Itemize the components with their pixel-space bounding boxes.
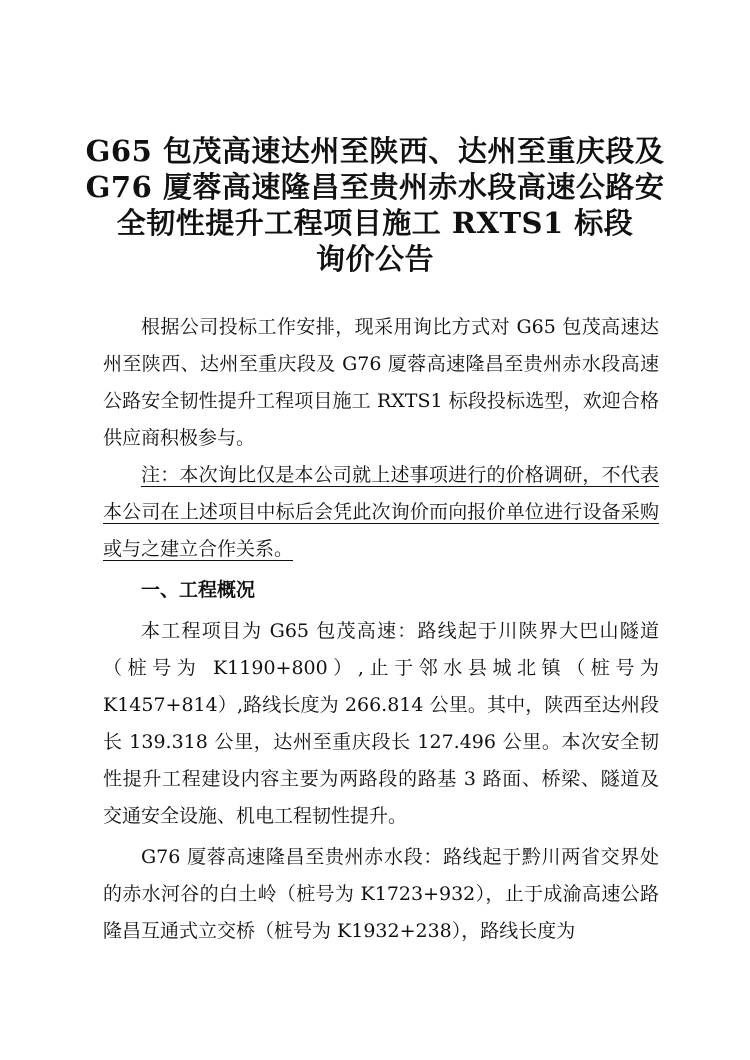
title-line-2: G76 厦蓉高速隆昌至贵州赤水段高速公路安 bbox=[85, 170, 665, 204]
project-overview-g65: 本工程项目为 G65 包茂高速：路线起于川陕界大巴山隧道（桩号为 K1190+800）,止于邻水县城北镇（桩号为 K1457+814）,路线长度为 266.814 公里。其中，陕西至达州段长 139.318 公里，达州至重庆段长 127.496 公里。本次安全韧性提升工程建设内容主要为两路段的路基 3 路面、桥梁、隧道及交通安全设施、机电工程韧性提升。 bbox=[103, 620, 659, 827]
intro-paragraph: 根据公司投标工作安排，现采用询比方式对 G65 包茂高速达州至陕西、达州至重庆段及 G76 厦蓉高速隆昌至贵州赤水段高速公路安全韧性提升工程项目施工 RXTS1 标段投标选型，欢迎合格供应商积极参与。 bbox=[103, 316, 659, 449]
title-line-4: 询价公告 bbox=[315, 242, 434, 276]
document-body bbox=[103, 309, 659, 950]
project-overview-g76: G76 厦蓉高速隆昌至贵州赤水段：路线起于黔川两省交界处的赤水河谷的白土岭（桩号为 K1723+932），止于成渝高速公路隆昌互通式立交桥（桩号为 K1932+238），路线长度为 bbox=[103, 846, 659, 942]
disclaimer-note: 注：本次询比仅是本公司就上述事项进行的价格调研，不代表本公司在上述项目中标后会凭此次询价而向报价单位进行设备采购或与之建立合作关系。 bbox=[103, 464, 659, 560]
document-title bbox=[60, 133, 690, 277]
title-line-3: 全韧性提升工程项目施工 RXTS1 标段 bbox=[116, 206, 634, 240]
section-heading: 一、工程概况 bbox=[141, 579, 256, 601]
title-line-1: G65 包茂高速达州至陕西、达州至重庆段及 bbox=[85, 134, 665, 168]
